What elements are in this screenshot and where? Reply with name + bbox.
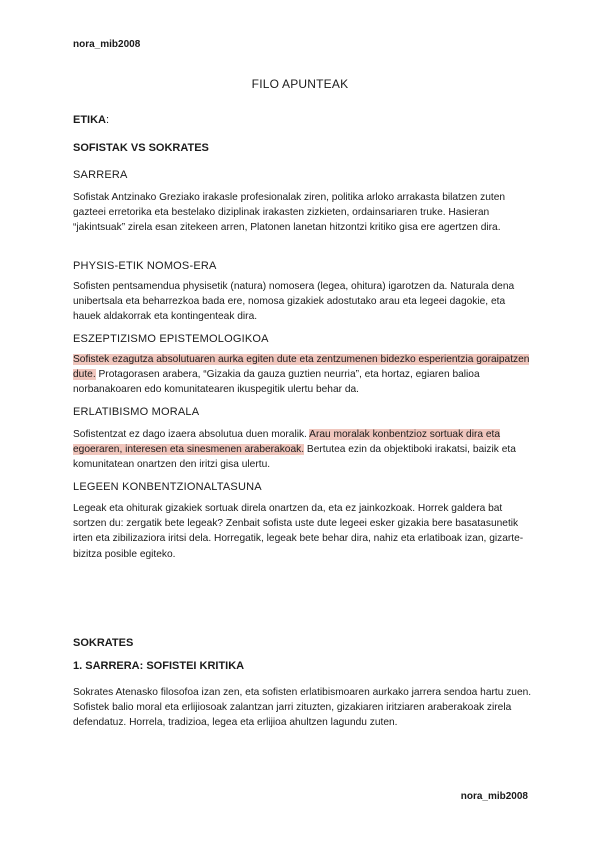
paragraph-sarrera: Sofistak Antzinako Greziako irakasle profesionalak ziren, politika arloko arrakasta bilatzen zuten gazteei erretorika eta bestelako diziplinak irakasten zizkieten, ordainsariaren truke. Hasieran “jakintsuak” zirela esan zitekeen arren, Platonen lanetan hitzontzi kritiko gisa ere agertzen dira.	[73, 192, 506, 234]
etika-colon: :	[106, 114, 110, 126]
footer-username: nora_mib2008	[460, 791, 528, 802]
section-heading-sofistak-vs-sokrates: SOFISTAK VS SOKRATES	[73, 142, 209, 154]
paragraph-text: Sofistentzat ez dago izaera absolutua duen moralik.	[73, 429, 310, 440]
paragraph-erlatibismo	[73, 427, 533, 473]
highlighted-text: Arau moralak konbentzioz sortuak dira eta egoeraren, interesen eta sinesmenen araberakoak.	[73, 429, 501, 456]
etika-heading	[73, 114, 109, 126]
highlighted-text: Sofistek ezagutza absolutuaren aurka egiten dute eta zentzumenen bidezko esperientzia goraipatzen dute.	[73, 354, 530, 381]
subheading-physis-nomos: PHYSIS-ETIK NOMOS-ERA	[73, 260, 217, 272]
subheading-erlatibismo: ERLATIBISMO MORALA	[73, 406, 200, 418]
paragraph-text: Bertutea ezin da objektiboki irakatsi, baizik eta komunitatean onartzen den iritzi gisa ulertu.	[73, 444, 516, 471]
document-title: FILO APUNTEAK	[251, 77, 349, 91]
paragraph-eszeptizismo	[73, 352, 533, 398]
paragraph-text: Protagorasen arabera, “Gizakia da gauza guztien neurria”, eta hortaz, egiaren balioa norbanakoaren edo komunitatearen ikuspegitik ulertu behar da.	[73, 369, 480, 396]
paragraph-legeen: Legeak eta ohiturak gizakiek sortuak direla onartzen da, eta ez jainkozkoak. Horrek galdera bat sortzen du: zergatik bete legeak? Zenbait sofista uste dute legeei esker gizakia bere basatasunetik irten eta zibilizaziora iritsi dela. Horregatik, legeak bete behar dira, nahiz eta erlatiboak izan, gizarte-bizitza posible egiteko.	[73, 503, 524, 560]
paragraph-physis-nomos: Sofisten pentsamendua physisetik (natura) nomosera (legea, ohitura) igarotzen da. Naturala dena unibertsala eta beharrezkoa bada ere, nomosa gizakiek adostutako arau eta legeei dagokie, eta hauek aldakorrak eta kontingenteak dira.	[73, 281, 515, 323]
subheading-sarrera-sofistei-kritika: 1. SARRERA: SOFISTEI KRITIKA	[73, 660, 245, 672]
header-username: nora_mib2008	[73, 39, 141, 50]
etika-label: ETIKA	[73, 114, 106, 126]
subheading-eszeptizismo: ESZEPTIZISMO EPISTEMOLOGIKOA	[73, 333, 269, 345]
subheading-sarrera: SARRERA	[73, 169, 128, 181]
subheading-legeen: LEGEEN KONBENTZIONALTASUNA	[73, 481, 262, 493]
section-heading-sokrates: SOKRATES	[73, 637, 134, 649]
paragraph-sokrates-sarrera: Sokrates Atenasko filosofoa izan zen, eta sofisten erlatibismoaren aurkako jarrera sendoa hartu zuen. Sofistek balio moral eta erlijiosoak zalantzan jarri zituzten, gizakiaren iritziaren araberakoak zirela defendatuz. Horrela, tradizioa, legea eta erlijioa ahultzen lagundu zuten.	[73, 687, 532, 729]
